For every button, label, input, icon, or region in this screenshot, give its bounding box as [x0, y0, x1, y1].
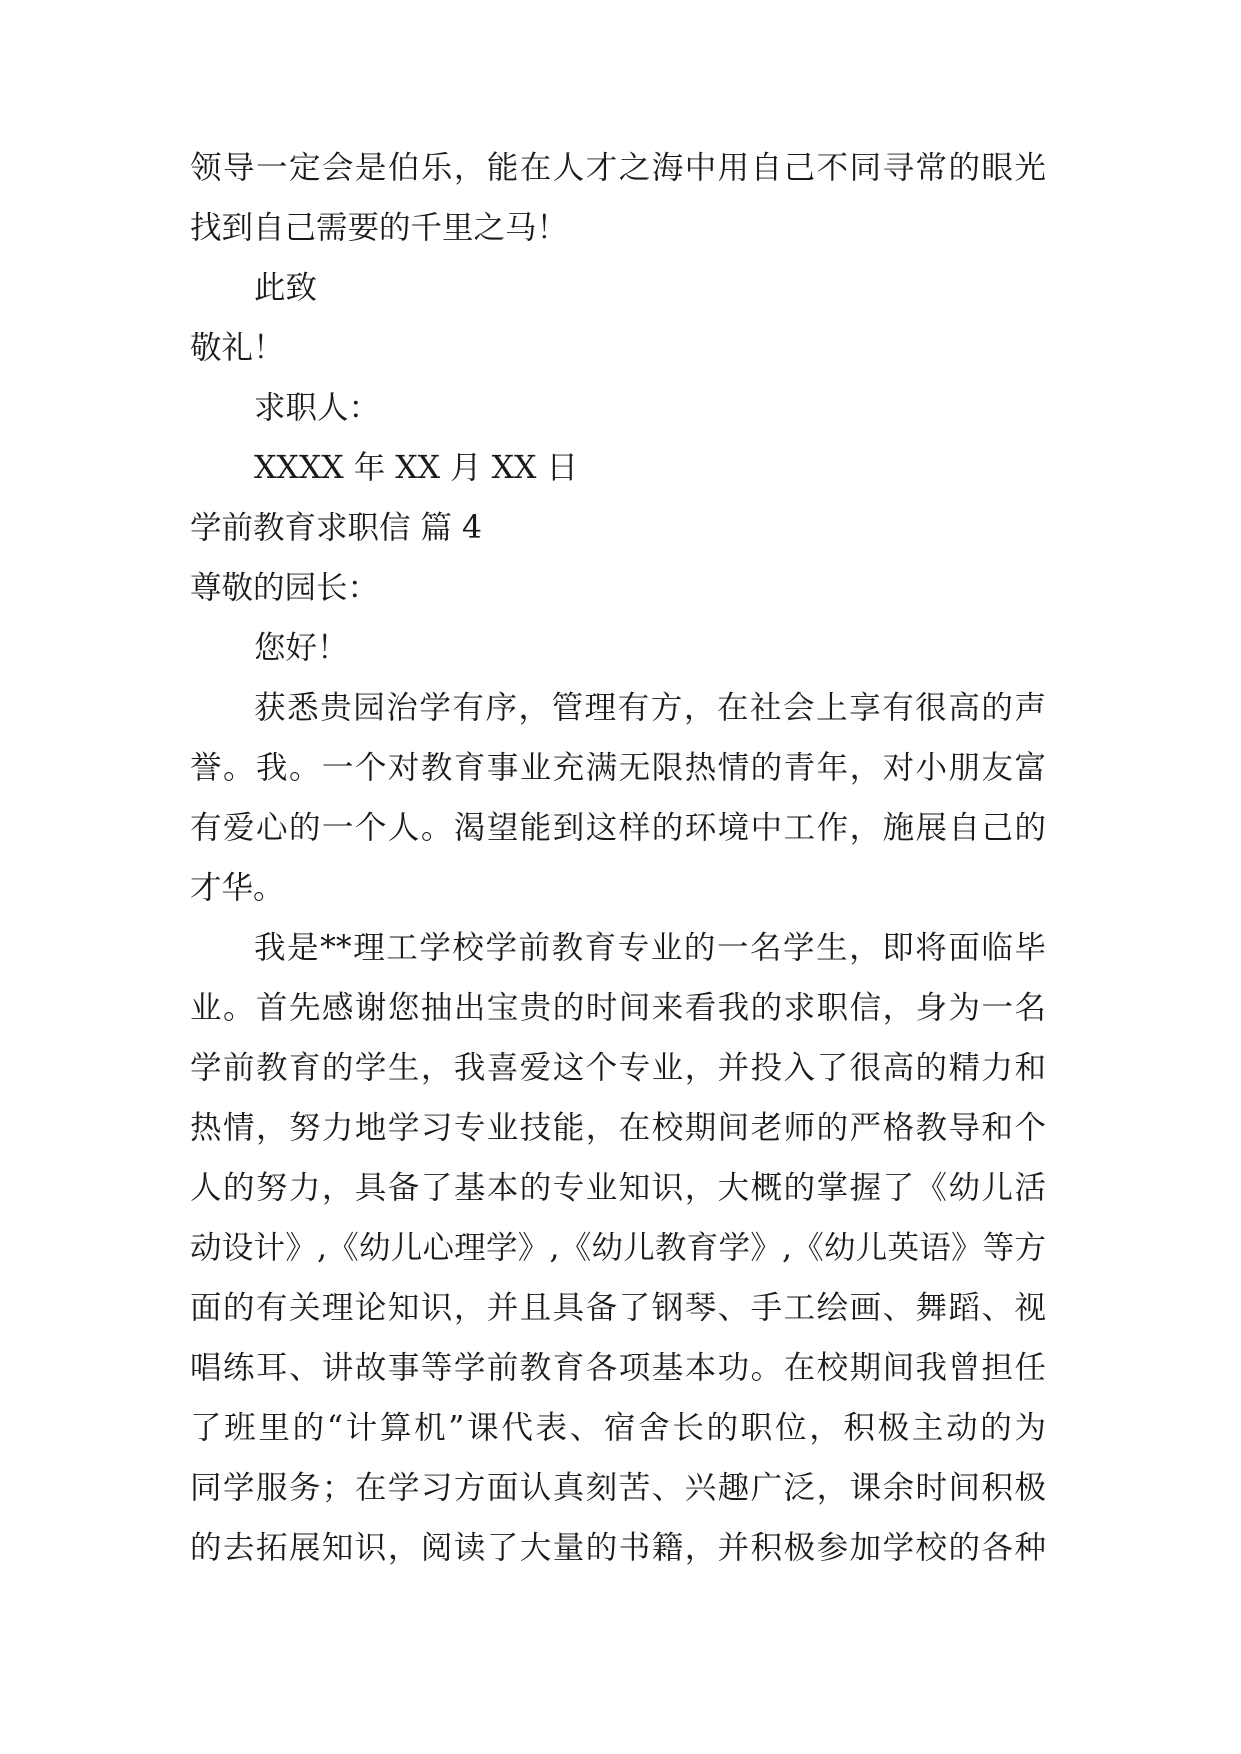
greeting-recipient: 尊敬的园长： [190, 570, 380, 606]
body-line: 学前教育的学生，我喜爱这个专业，并投入了很高的精力和 [190, 1050, 1046, 1086]
body-line: 的去拓展知识，阅读了大量的书籍，并积极参加学校的各种 [190, 1530, 1046, 1566]
body-line: 获悉贵园治学有序，管理有方，在社会上享有很高的声 [254, 690, 1046, 726]
section-title: 学前教育求职信 篇 4 [190, 510, 483, 546]
body-line: 誉。我。一个对教育事业充满无限热情的青年，对小朋友富 [190, 750, 1046, 786]
body-line: 领导一定会是伯乐，能在人才之海中用自己不同寻常的眼光 [190, 150, 1046, 186]
body-line: 动设计》,《幼儿心理学》,《幼儿教育学》,《幼儿英语》等方 [190, 1230, 1046, 1266]
body-line: 找到自己需要的千里之马！ [190, 210, 569, 246]
body-line: 有爱心的一个人。渴望能到这样的环境中工作，施展自己的 [190, 810, 1046, 846]
body-line: 人的努力，具备了基本的专业知识，大概的掌握了《幼儿活 [190, 1170, 1046, 1206]
signature-label: 求职人： [254, 390, 381, 426]
body-line: 我是**理工学校学前教育专业的一名学生，即将面临毕 [254, 930, 1046, 966]
body-line: 了班里的“计算机”课代表、宿舍长的职位，积极主动的为 [190, 1410, 1046, 1446]
body-line: 面的有关理论知识，并且具备了钢琴、手工绘画、舞蹈、视 [190, 1290, 1046, 1326]
body-line: 热情，努力地学习专业技能，在校期间老师的严格教导和个 [190, 1110, 1046, 1146]
closing-regards: 敬礼！ [190, 330, 285, 366]
date-line: XXXX 年 XX 月 XX 日 [254, 450, 578, 486]
body-line: 业。首先感谢您抽出宝贵的时间来看我的求职信，身为一名 [190, 990, 1046, 1026]
body-line: 同学服务；在学习方面认真刻苦、兴趣广泛，课余时间积极 [190, 1470, 1046, 1506]
closing-salutation: 此致 [254, 270, 318, 306]
greeting-hello: 您好！ [254, 630, 349, 666]
body-line: 才华。 [190, 870, 285, 906]
body-line: 唱练耳、讲故事等学前教育各项基本功。在校期间我曾担任 [190, 1350, 1046, 1386]
